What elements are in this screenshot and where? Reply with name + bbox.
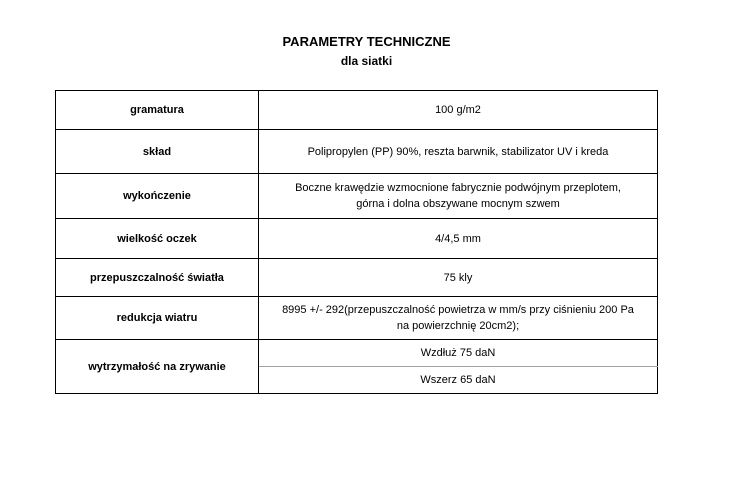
row-label: wielkość oczek <box>56 219 259 259</box>
table-row-wielkosc-oczek <box>56 219 658 259</box>
row-value-line: Boczne krawędzie wzmocnione fabrycznie podwójnym przeplotem, <box>295 182 621 194</box>
table-row-przepuszczalnosc-swiatla <box>56 259 658 297</box>
document-subtitle: dla siatki <box>340 54 393 68</box>
row-value: 4/4,5 mm <box>259 219 658 259</box>
row-value: 75 kly <box>259 259 658 297</box>
row-label: redukcja wiatru <box>56 297 259 340</box>
row-value <box>259 174 658 219</box>
document-title: PARAMETRY TECHNICZNE <box>282 34 451 49</box>
row-value: Wzdłuż 75 daN <box>259 340 658 367</box>
table-row-wykonczenie <box>56 174 658 219</box>
row-value: Wszerz 65 daN <box>259 367 658 394</box>
row-label: gramatura <box>56 91 259 130</box>
table-row-gramatura <box>56 91 658 130</box>
row-label: wykończenie <box>56 174 259 219</box>
row-value: Polipropylen (PP) 90%, reszta barwnik, stabilizator UV i kreda <box>259 130 658 174</box>
table-row-wytrzymalosc <box>56 340 658 367</box>
row-value: 100 g/m2 <box>259 91 658 130</box>
row-value <box>259 297 658 340</box>
row-label: skład <box>56 130 259 174</box>
table-row-sklad <box>56 130 658 174</box>
table-row-redukcja-wiatru <box>56 297 658 340</box>
row-value-line: 8995 +/- 292(przepuszczalność powietrza w mm/s przy ciśnieniu 200 Pa <box>282 304 634 316</box>
row-label: przepuszczalność światła <box>56 259 259 297</box>
row-value-line: na powierzchnię 20cm2); <box>396 320 520 332</box>
spec-table <box>55 90 658 394</box>
row-label: wytrzymałość na zrywanie <box>56 340 259 394</box>
row-value-line: górna i dolna obszywane mocnym szwem <box>356 198 560 210</box>
